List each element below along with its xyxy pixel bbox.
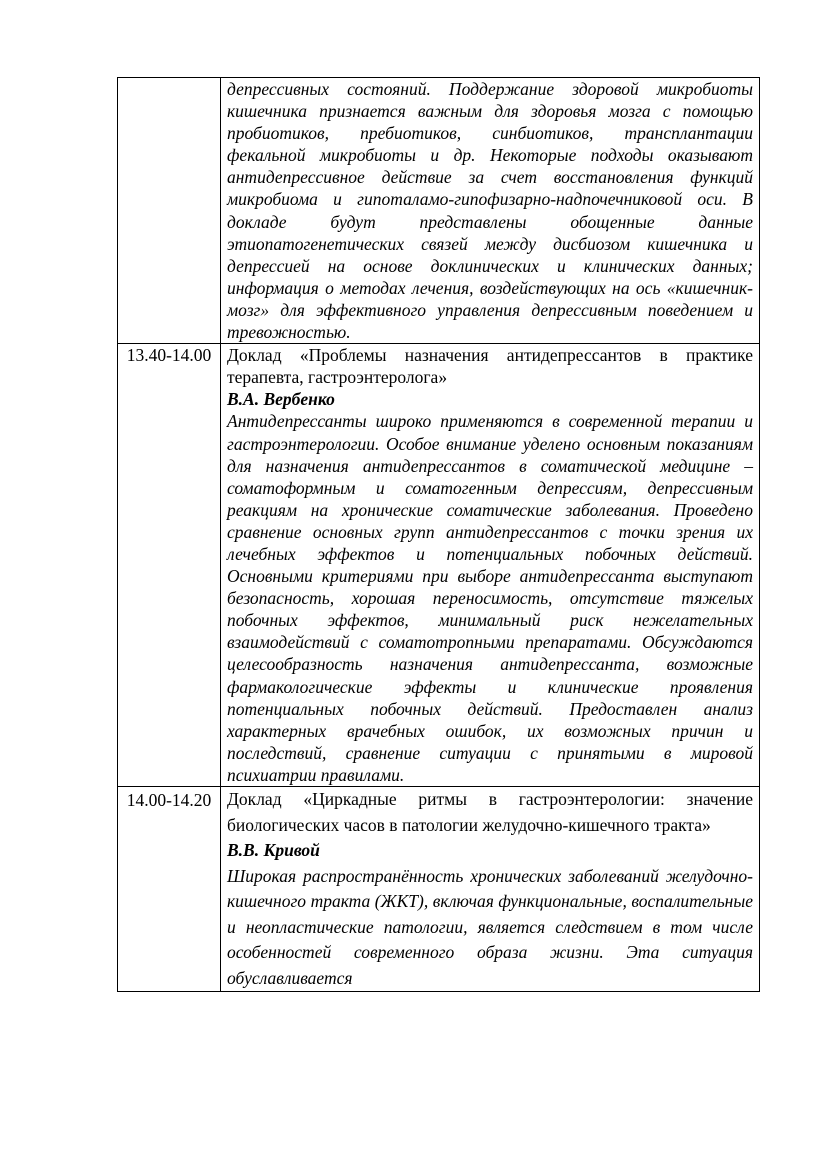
time-cell: 13.40-14.00 bbox=[118, 344, 221, 787]
table-row bbox=[118, 787, 760, 992]
content-cell bbox=[221, 344, 760, 787]
program-table bbox=[117, 77, 760, 992]
speaker-name: В.В. Кривой bbox=[227, 840, 320, 860]
speaker-name: В.А. Вербенко bbox=[227, 389, 335, 410]
talk-abstract: Антидепрессанты широко применяются в современной терапии и гастроэнтерологии. Особое внимание уделено основным показаниям для назначения антидепрессантов в соматической медицине – соматоформным и соматогенным депрессиям, депрессивным реакциям на хронические соматические заболевания. Проведено сравнение основных групп антидепрессантов с точки зрения их лечебных эффектов и потенциальных побочных действий. Основными критериями при выборе антидепрессанта выступают безопасность, хорошая переносимость, отсутствие тяжелых побочных эффектов, минимальный риск нежелательных взаимодействий с соматотропными препаратами. Обсуждаются целесообразность назначения антидепрессанта, возможные фармакологические эффекты и клинические проявления потенциальных побочных действий. Предоставлен анализ характерных врачебных ошибок, их возможных причин и последствий, сравнение ситуации с принятыми в мировой психиатрии правилами. bbox=[227, 411, 753, 785]
content-cell bbox=[221, 787, 760, 992]
table-row bbox=[118, 78, 760, 344]
talk-abstract: Широкая распространённость хронических заболеваний желудочно-кишечного тракта (ЖКТ), включая функциональные, воспалительные и неопластические патологии, является следствием в том числе особенностей современного образа жизни. Эта ситуация обуславливается bbox=[227, 865, 753, 988]
time-cell bbox=[118, 78, 221, 344]
talk-title: Доклад «Циркадные ритмы в гастроэнтерологии: значение биологических часов в патологии желудочно-кишечного тракта» bbox=[227, 789, 753, 835]
table-row bbox=[118, 344, 760, 787]
talk-abstract: депрессивных состояний. Поддержание здоровой микробиоты кишечника признается важным для здоровья мозга с помощью пробиотиков, пребиотиков, синбиотиков, трансплантации фекальной микробиоты и др. Некоторые подходы оказывают антидепрессивное действие за счет восстановления функций микробиома и гипоталамо-гипофизарно-надпочечниковой оси. В докладе будут представлены обощенные данные этиопатогенетических связей между дисбиозом кишечника и депрессией на основе доклинических и клинических данных; информация о методах лечения, воздействующих на ось «кишечник-мозг» для эффективного управления депрессивным поведением и тревожностью. bbox=[227, 79, 753, 343]
talk-title: Доклад «Проблемы назначения антидепрессантов в практике терапевта, гастроэнтеролога» bbox=[227, 345, 753, 388]
content-cell bbox=[221, 78, 760, 344]
time-cell: 14.00-14.20 bbox=[118, 787, 221, 992]
